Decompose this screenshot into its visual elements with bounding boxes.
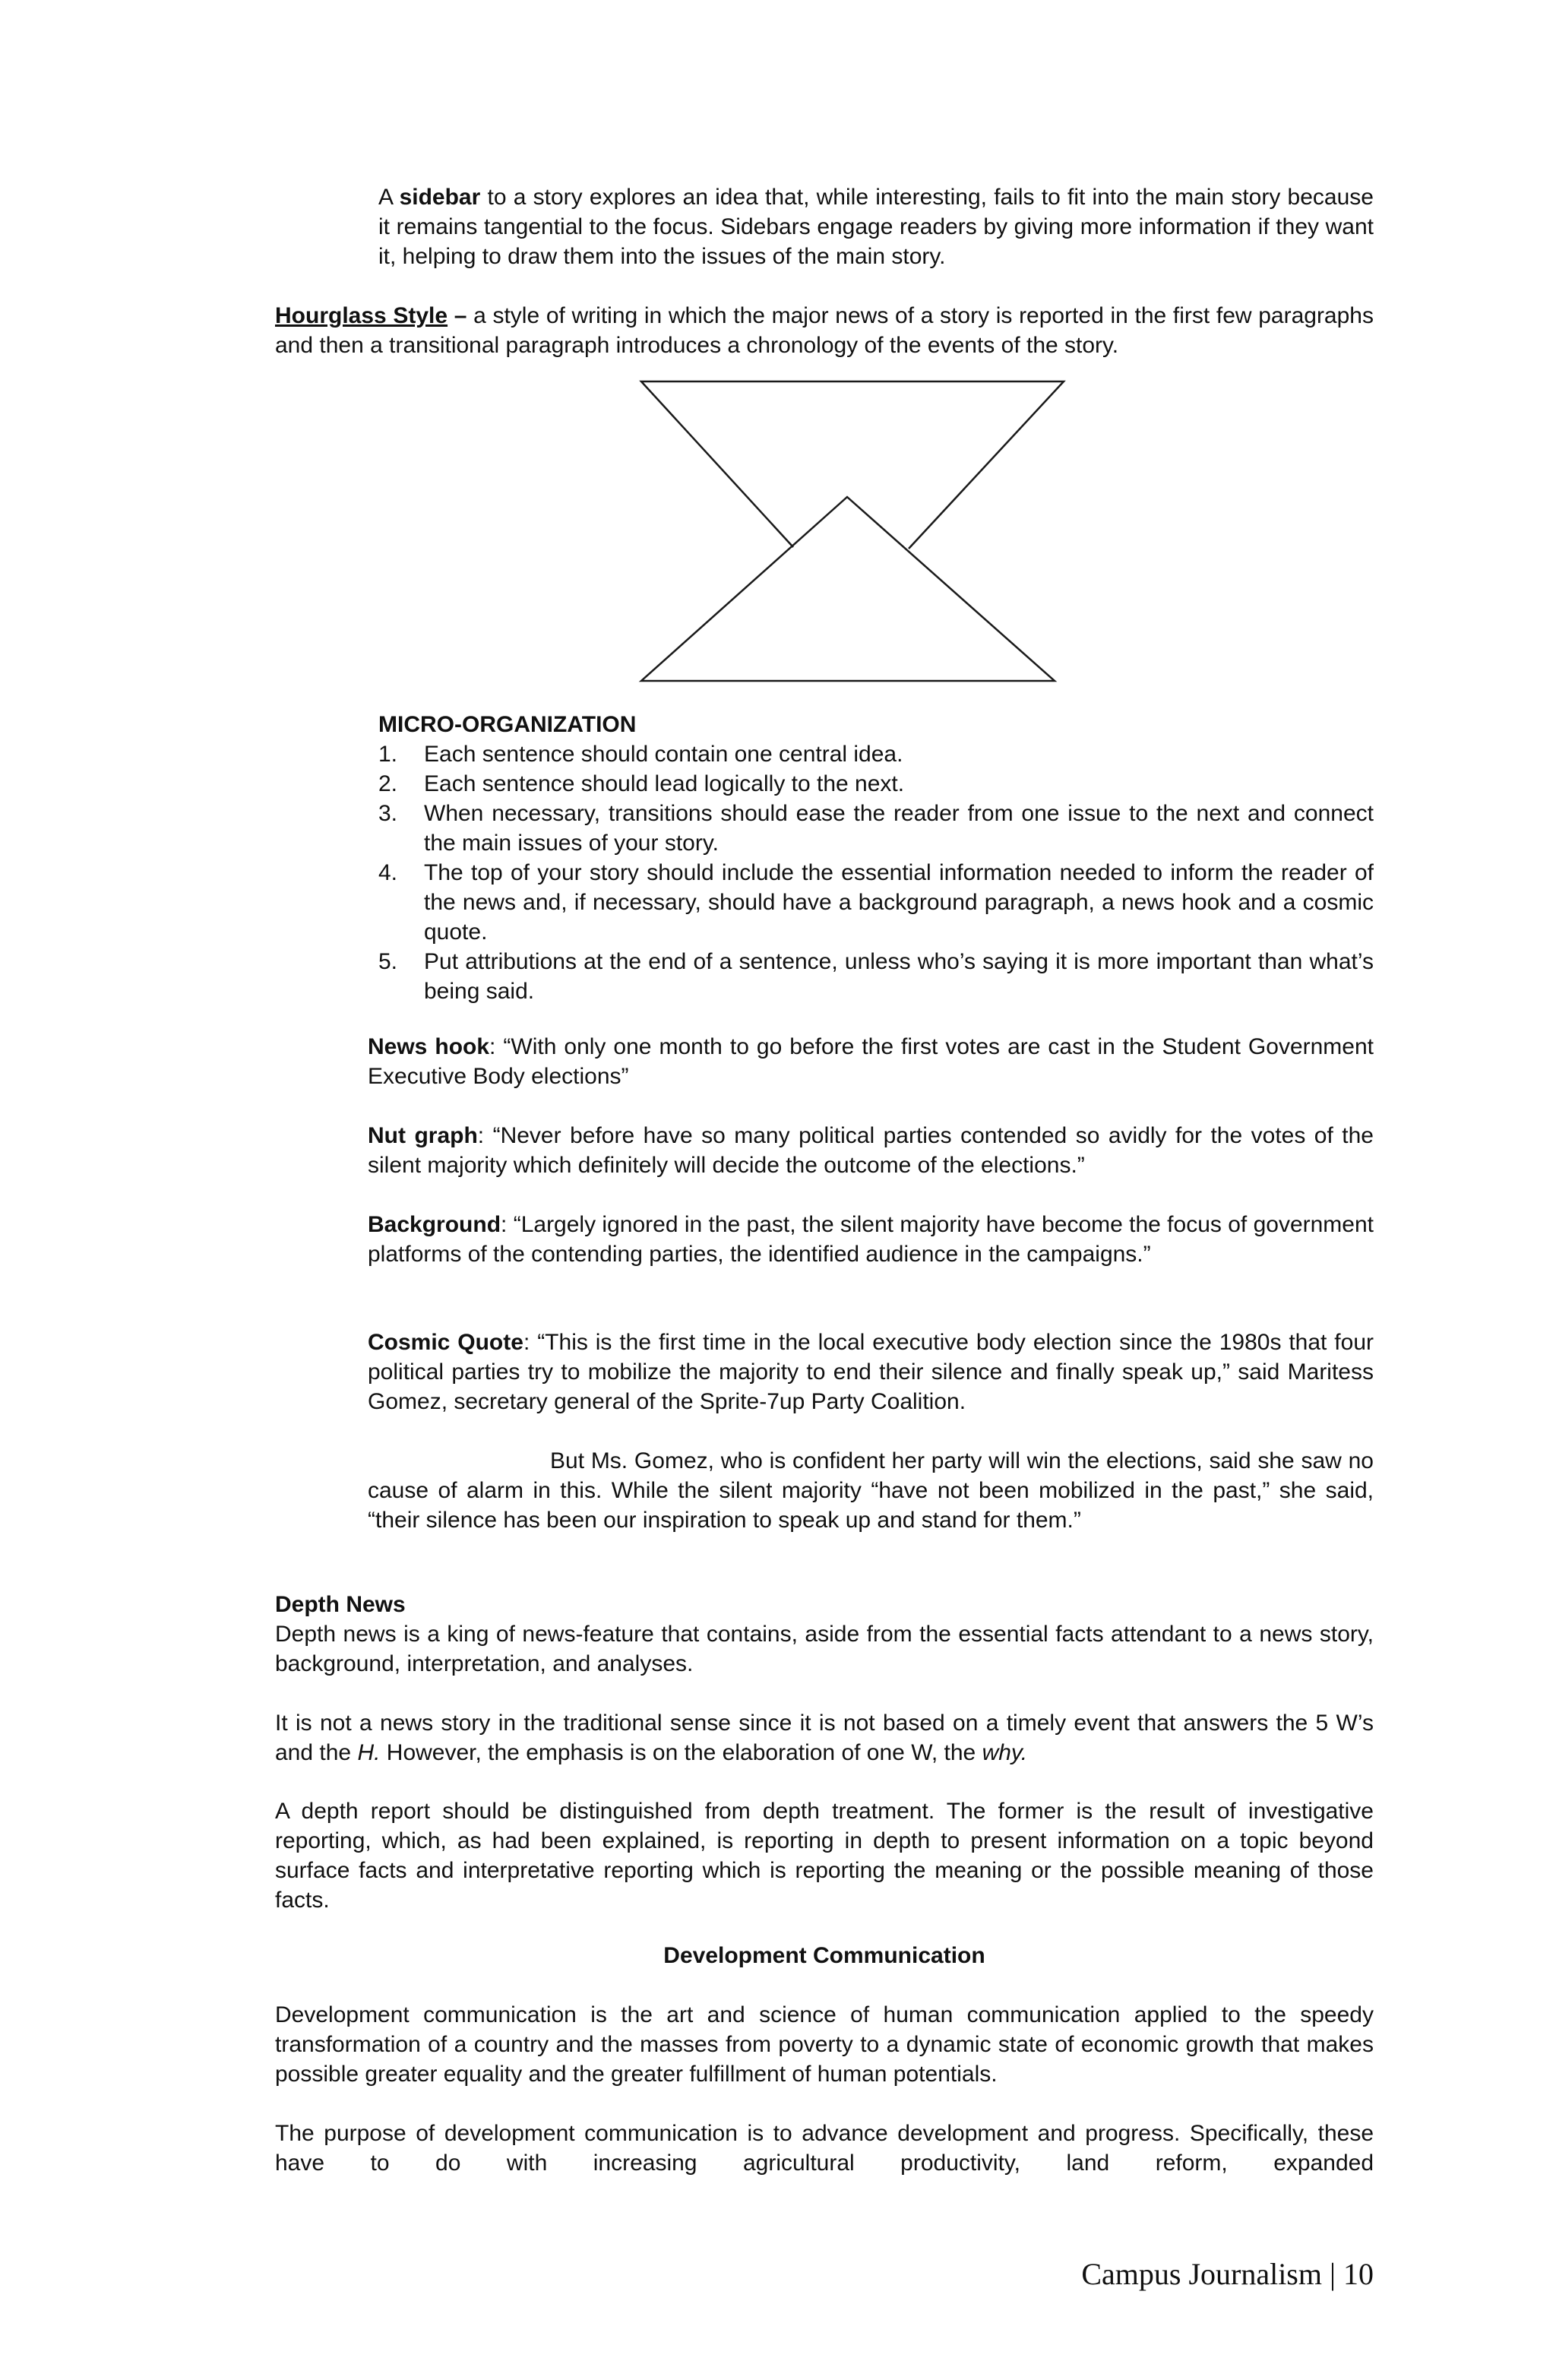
cosmic-quote-paragraph: Cosmic Quote: “This is the first time in the local executive body election since the 1980s that four political parties try to mobilize the majority to end their silence and finally speak up,” said Maritess Gomez, secretary general of the Sprite-7up Party Coalition. bbox=[368, 1330, 1374, 1414]
micro-organization-list bbox=[378, 739, 1374, 1006]
cosmic-quote-text: “This is the first time in the local executive body election since the 1980s that four political parties try to mobilize the majority to end their silence and finally speak up,” said Maritess Gomez, secretary general of the Sprite-7up Party Coalition. bbox=[368, 1330, 1374, 1414]
list-number: 3. bbox=[378, 801, 398, 826]
inverted-triangle-shape bbox=[641, 381, 1064, 549]
nut-graph-label: Nut graph bbox=[368, 1123, 478, 1148]
list-number: 1. bbox=[378, 742, 398, 767]
upright-triangle-shape bbox=[641, 497, 1055, 681]
nut-graph-text: “Never before have so many political parties contended so avidly for the votes of the silent majority which definitely will decide the outcome of the elections.” bbox=[368, 1123, 1374, 1178]
depth-news-p1: Depth news is a king of news-feature that contains, aside from the essential facts attendant to a news story, background, interpretation, and analyses. bbox=[275, 1622, 1374, 1676]
list-item bbox=[378, 858, 1374, 947]
background-paragraph: Background: “Largely ignored in the past, the silent majority have become the focus of government platforms of the contending parties, the identified audience in the campaigns.” bbox=[368, 1212, 1374, 1267]
list-text: Put attributions at the end of a sentence, unless who’s saying it is more important than what’s being said. bbox=[424, 949, 1374, 1004]
hourglass-definition: a style of writing in which the major news of a story is reported in the first few paragraphs and then a transitional paragraph introduces a chronology of the events of the story. bbox=[275, 303, 1374, 358]
list-text: Each sentence should contain one central idea. bbox=[424, 742, 903, 767]
hourglass-diagram bbox=[0, 0, 1556, 699]
devcom-p1: Development communication is the art and science of human communication applied to the speedy transformation of a country and the masses from poverty to a dynamic state of economic growth that makes possible greater equality and the greater fulfillment of human potentials. bbox=[275, 2002, 1374, 2087]
why-italic: why. bbox=[982, 1740, 1028, 1765]
depth-news-heading: Depth News bbox=[275, 1592, 406, 1617]
list-text: When necessary, transitions should ease the reader from one issue to the next and connect the main issues of your story. bbox=[424, 801, 1374, 856]
list-item bbox=[378, 947, 1374, 1006]
devcom-heading: Development Communication bbox=[663, 1943, 985, 1968]
list-item bbox=[378, 769, 1374, 799]
background-text: “Largely ignored in the past, the silent majority have become the focus of government platforms of the contending parties, the identified audience in the campaigns.” bbox=[368, 1212, 1374, 1267]
micro-organization-heading: MICRO-ORGANIZATION bbox=[378, 712, 637, 737]
h-italic: H. bbox=[357, 1740, 381, 1765]
list-number: 2. bbox=[378, 771, 398, 796]
list-number: 4. bbox=[378, 860, 398, 885]
sidebar-text: to a story explores an idea that, while interesting, fails to fit into the main story because it remains tangential to the focus. Sidebars engage readers by giving more information if they want it, helping to draw them into the issues of the main story. bbox=[378, 185, 1374, 269]
gomez-paragraph: But Ms. Gomez, who is confident her party will win the elections, said she saw no cause of alarm in this. While the silent majority “have not been mobilized in the past,” she said, “their silence has been our inspiration to speak up and stand for them.” bbox=[368, 1448, 1374, 1533]
sidebar-article: A bbox=[378, 185, 400, 210]
background-label: Background bbox=[368, 1212, 501, 1237]
list-item bbox=[378, 739, 1374, 769]
sidebar-term: sidebar bbox=[399, 185, 481, 210]
hourglass-term: Hourglass Style bbox=[275, 303, 448, 328]
news-hook-paragraph: News hook: “With only one month to go before the first votes are cast in the Student Government Executive Body elections” bbox=[368, 1034, 1374, 1089]
depth-news-p3: A depth report should be distinguished from depth treatment. The former is the result of investigative reporting, which, as had been explained, is reporting in depth to present information on a topic beyond surface facts and interpretative reporting which is reporting the meaning or the possible meaning of those facts. bbox=[275, 1799, 1374, 1913]
devcom-p2: The purpose of development communication is to advance development and progress. Specifically, these have to do with increasing agricultural productivity, land reform, expanded bbox=[275, 2121, 1374, 2176]
cosmic-quote-label: Cosmic Quote bbox=[368, 1330, 523, 1355]
page-footer: Campus Journalism | 10 bbox=[1081, 2257, 1374, 2291]
nut-graph-paragraph: Nut graph: “Never before have so many political parties contended so avidly for the votes of the silent majority which definitely will decide the outcome of the elections.” bbox=[368, 1123, 1374, 1178]
list-text: The top of your story should include the essential information needed to inform the reader of the news and, if necessary, should have a background paragraph, a news hook and a cosmic quote. bbox=[424, 860, 1374, 945]
depth-news-p2: It is not a news story in the traditional sense since it is not based on a timely event that answers the 5 W’s and the H. However, the emphasis is on the elaboration of one W, the why. bbox=[275, 1711, 1374, 1765]
news-hook-label: News hook bbox=[368, 1034, 490, 1059]
list-item bbox=[378, 799, 1374, 858]
list-text: Each sentence should lead logically to the next. bbox=[424, 771, 905, 796]
hourglass-dash: – bbox=[448, 303, 474, 328]
list-number: 5. bbox=[378, 949, 398, 974]
news-hook-text: “With only one month to go before the first votes are cast in the Student Government Executive Body elections” bbox=[368, 1034, 1374, 1089]
